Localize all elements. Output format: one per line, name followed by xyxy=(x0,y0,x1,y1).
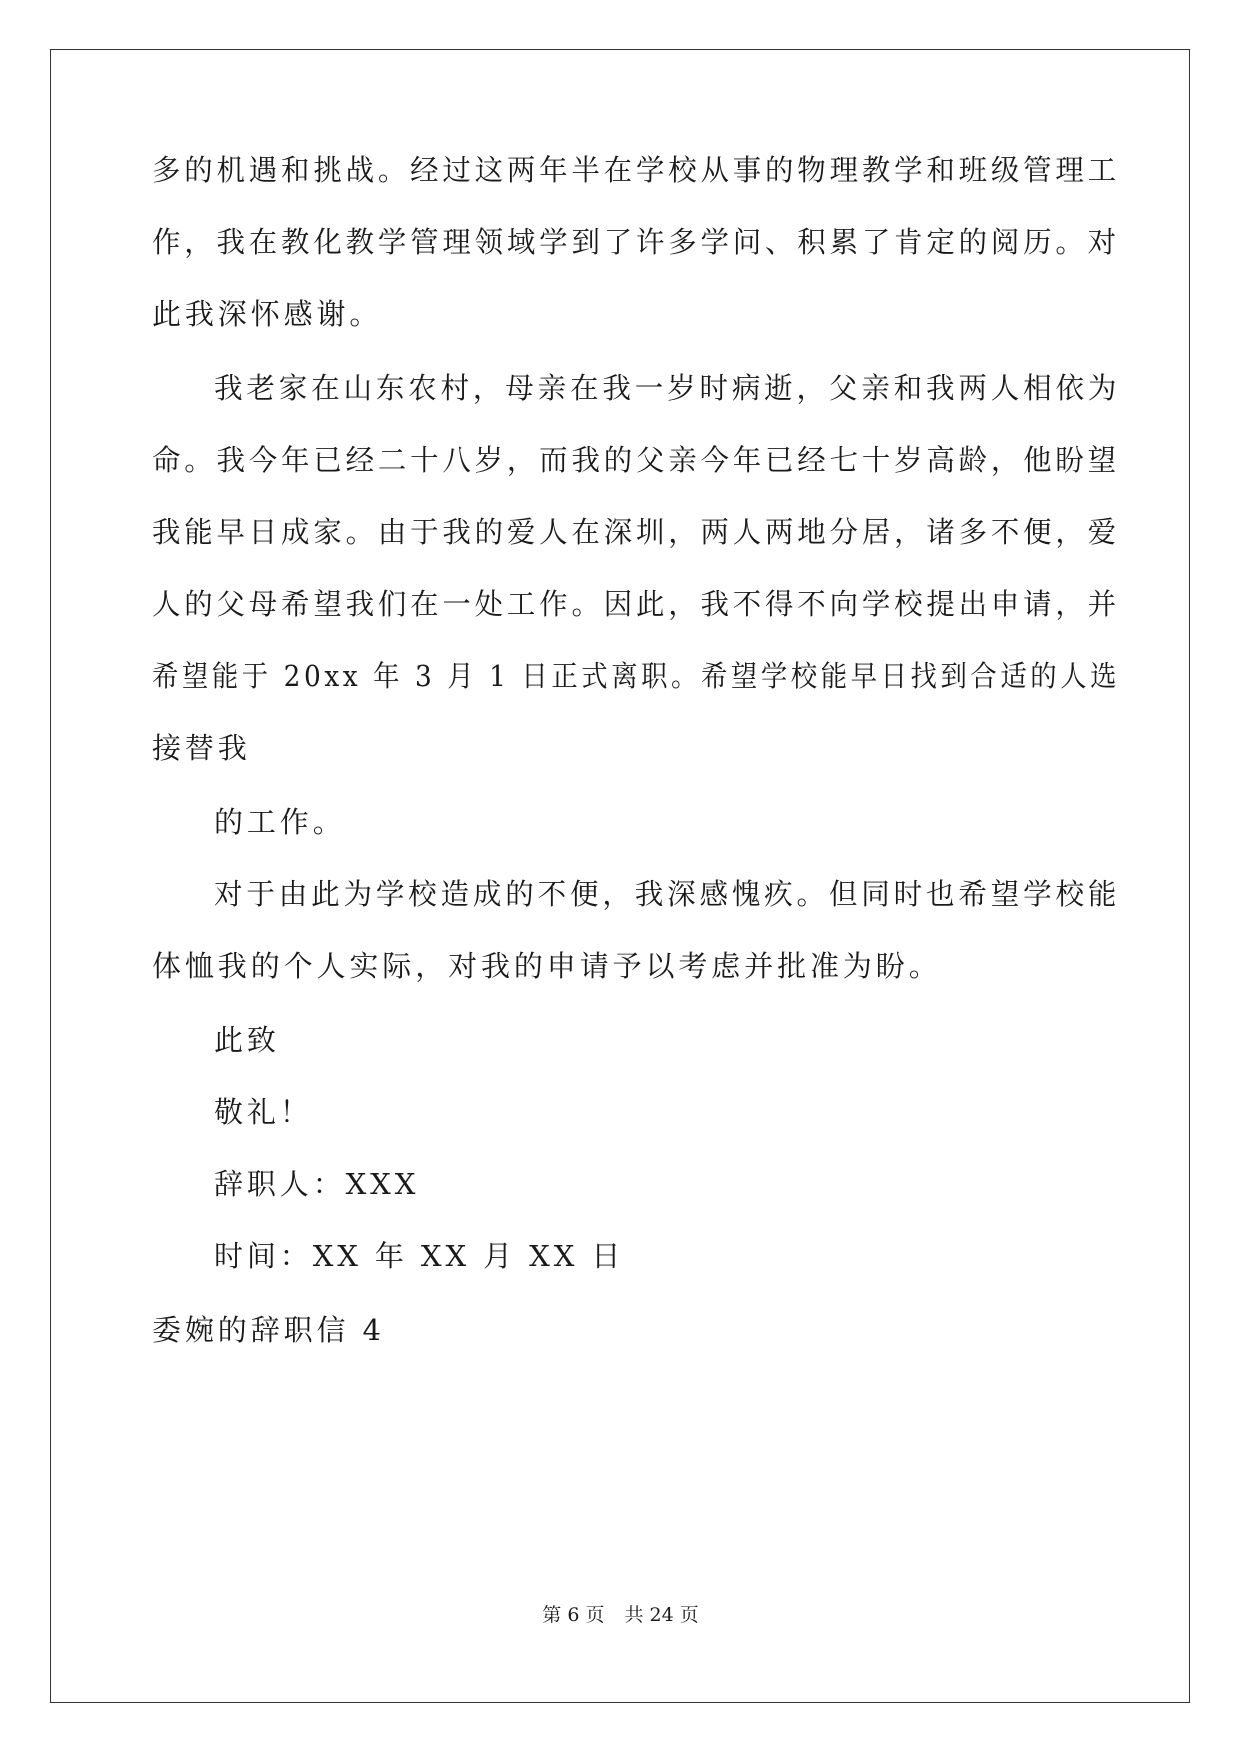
body-line-2: 作，我在教化教学管理领域学到了许多学问、积累了肯定的阅历。对 xyxy=(152,225,1120,259)
page-footer xyxy=(0,1603,1241,1627)
body-line-12: 体恤我的个人实际，对我的申请予以考虑并批准为盼。 xyxy=(152,949,942,983)
body-line-9: 接替我 xyxy=(152,731,251,765)
closing-salutation: 此致 xyxy=(214,1023,280,1057)
body-line-11: 对于由此为学校造成的不便，我深感愧疚。但同时也希望学校能 xyxy=(214,877,1121,911)
body-line-4: 我老家在山东农村，母亲在我一岁时病逝，父亲和我两人相依为 xyxy=(214,371,1121,405)
page-number: 第 6 页 xyxy=(542,1604,605,1626)
body-line-3: 此我深怀感谢。 xyxy=(152,297,383,331)
closing-regards: 敬礼！ xyxy=(214,1095,313,1129)
body-line-5: 命。我今年已经二十八岁，而我的父亲今年已经七十岁高龄，他盼望 xyxy=(152,443,1120,477)
section-heading: 委婉的辞职信 4 xyxy=(152,1313,385,1347)
body-line-10: 的工作。 xyxy=(214,805,346,839)
signatory-line: 辞职人：XXX xyxy=(214,1167,420,1201)
page-total: 共 24 页 xyxy=(624,1604,699,1626)
body-line-1: 多的机遇和挑战。经过这两年半在学校从事的物理教学和班级管理工 xyxy=(152,153,1120,187)
body-line-6: 我能早日成家。由于我的爱人在深圳，两人两地分居，诸多不便，爱 xyxy=(152,515,1120,549)
date-line: 时间：XX 年 XX 月 XX 日 xyxy=(214,1239,625,1273)
body-line-8: 希望能于 20xx 年 3 月 1 日正式离职。希望学校能早日找到合适的人选 xyxy=(152,659,1121,693)
body-line-7: 人的父母希望我们在一处工作。因此，我不得不向学校提出申请，并 xyxy=(152,587,1120,621)
